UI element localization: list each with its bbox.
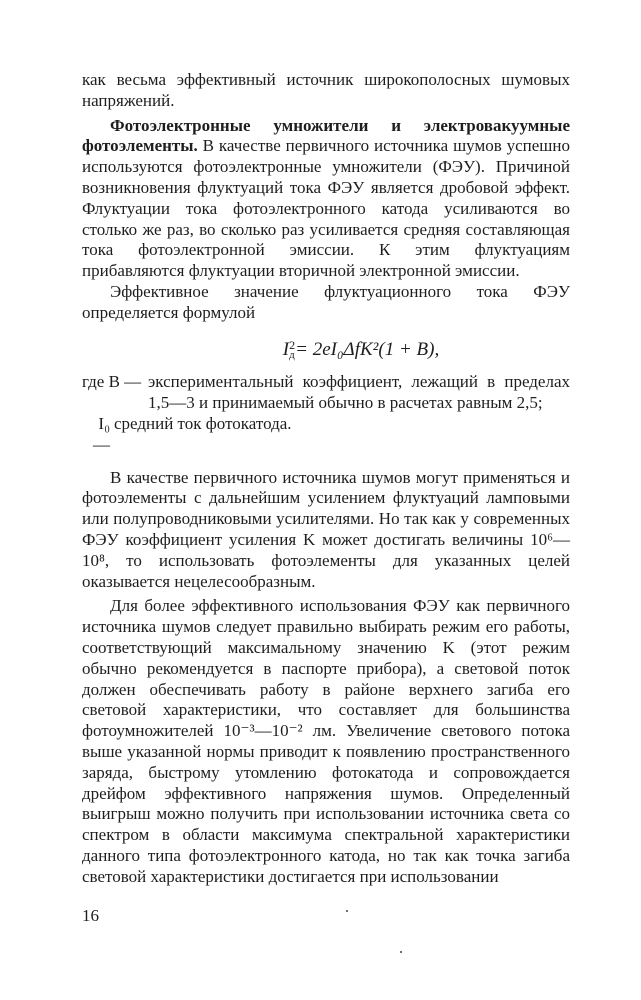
paragraph-photoelements: В качестве первичного источника шумов могут применяться и фотоэлементы с дальнейшим усилением флуктуаций ламповыми или полупроводниковыми усилителями. Но так как у современных ФЭУ коэффициент усиления K может достигать величины 10⁶—10⁸, то использовать фотоэлементы для указанных целей оказывается нецелесообразным. [82, 467, 570, 591]
paragraph-operating-mode: Для более эффективного использования ФЭУ как первичного источника шумов следует правильно выбирать режим его работы, соответствующий максимальному значению K (этот режим обычно рекомендуется в паспорте прибора), а световой поток должен обеспечивать работу в районе верхнего загиба его световой характеристики, что составляет для большинства фотоумножителей 10⁻³—10⁻² лм. Увеличение светового потока выше указанной нормы приводит к появлению пространственного заряда, быстрому утомлению фотокатода и сопровождается дрейфом эффективного напряжения шумов. Определенный выигрыш можно получить при использовании источника света со спектром в области максимума спектральной характеристики данного типа фотоэлектронного катода, но так как точка загиба световой характеристики достигается при использовании [82, 596, 570, 886]
paragraph-effective-value: Эффективное значение флуктуационного тока ФЭУ определяется формулой [82, 281, 570, 322]
paragraph-photomultipliers [82, 116, 570, 282]
where-clause-i0 [82, 414, 570, 456]
print-speck [400, 951, 402, 953]
formula-lhs-var: I [282, 338, 290, 360]
where-clause-b [82, 372, 570, 414]
section-heading: Фотоэлектронные умножители и электровакуумные фотоэлементы. [82, 115, 570, 156]
where-i0-text: средний ток фотокатода. [114, 413, 292, 433]
page-number: 16 [82, 906, 99, 925]
noise-current-formula [152, 340, 570, 361]
formula-lhs-sup: 2 [289, 338, 296, 353]
where-b-lead: где B — [82, 372, 142, 392]
paragraph-photomultipliers-body: В качестве первичного источника шумов успешно используются фотоэлектронные умножители (ФЭУ). Причиной возникновения флуктуаций тока ФЭУ является дробовой эффект. Флуктуации тока фотоэлектронного катода усиливаются во столько же раз, во сколько раз усиливается средняя составляющая тока фотоэлектронной эмиссии. К этим флуктуациям прибавляются флуктуации вторичной электронной эмиссии. [82, 136, 570, 281]
paragraph-continuation: как весьма эффективный источник широкополосных шумовых напряжений. [82, 70, 570, 110]
page-text [82, 70, 570, 887]
print-speck [346, 910, 348, 912]
formula-rhs: = 2eI₀ΔfK²(1 + B), [295, 338, 440, 360]
formula-lhs-sub: д [289, 349, 295, 362]
where-i0-lead: I₀ — [93, 413, 110, 454]
where-b-text: экспериментальный коэффициент, лежащий в пределах 1,5—3 и принимаемый обычно в расчетах равным 2,5; [148, 372, 570, 413]
